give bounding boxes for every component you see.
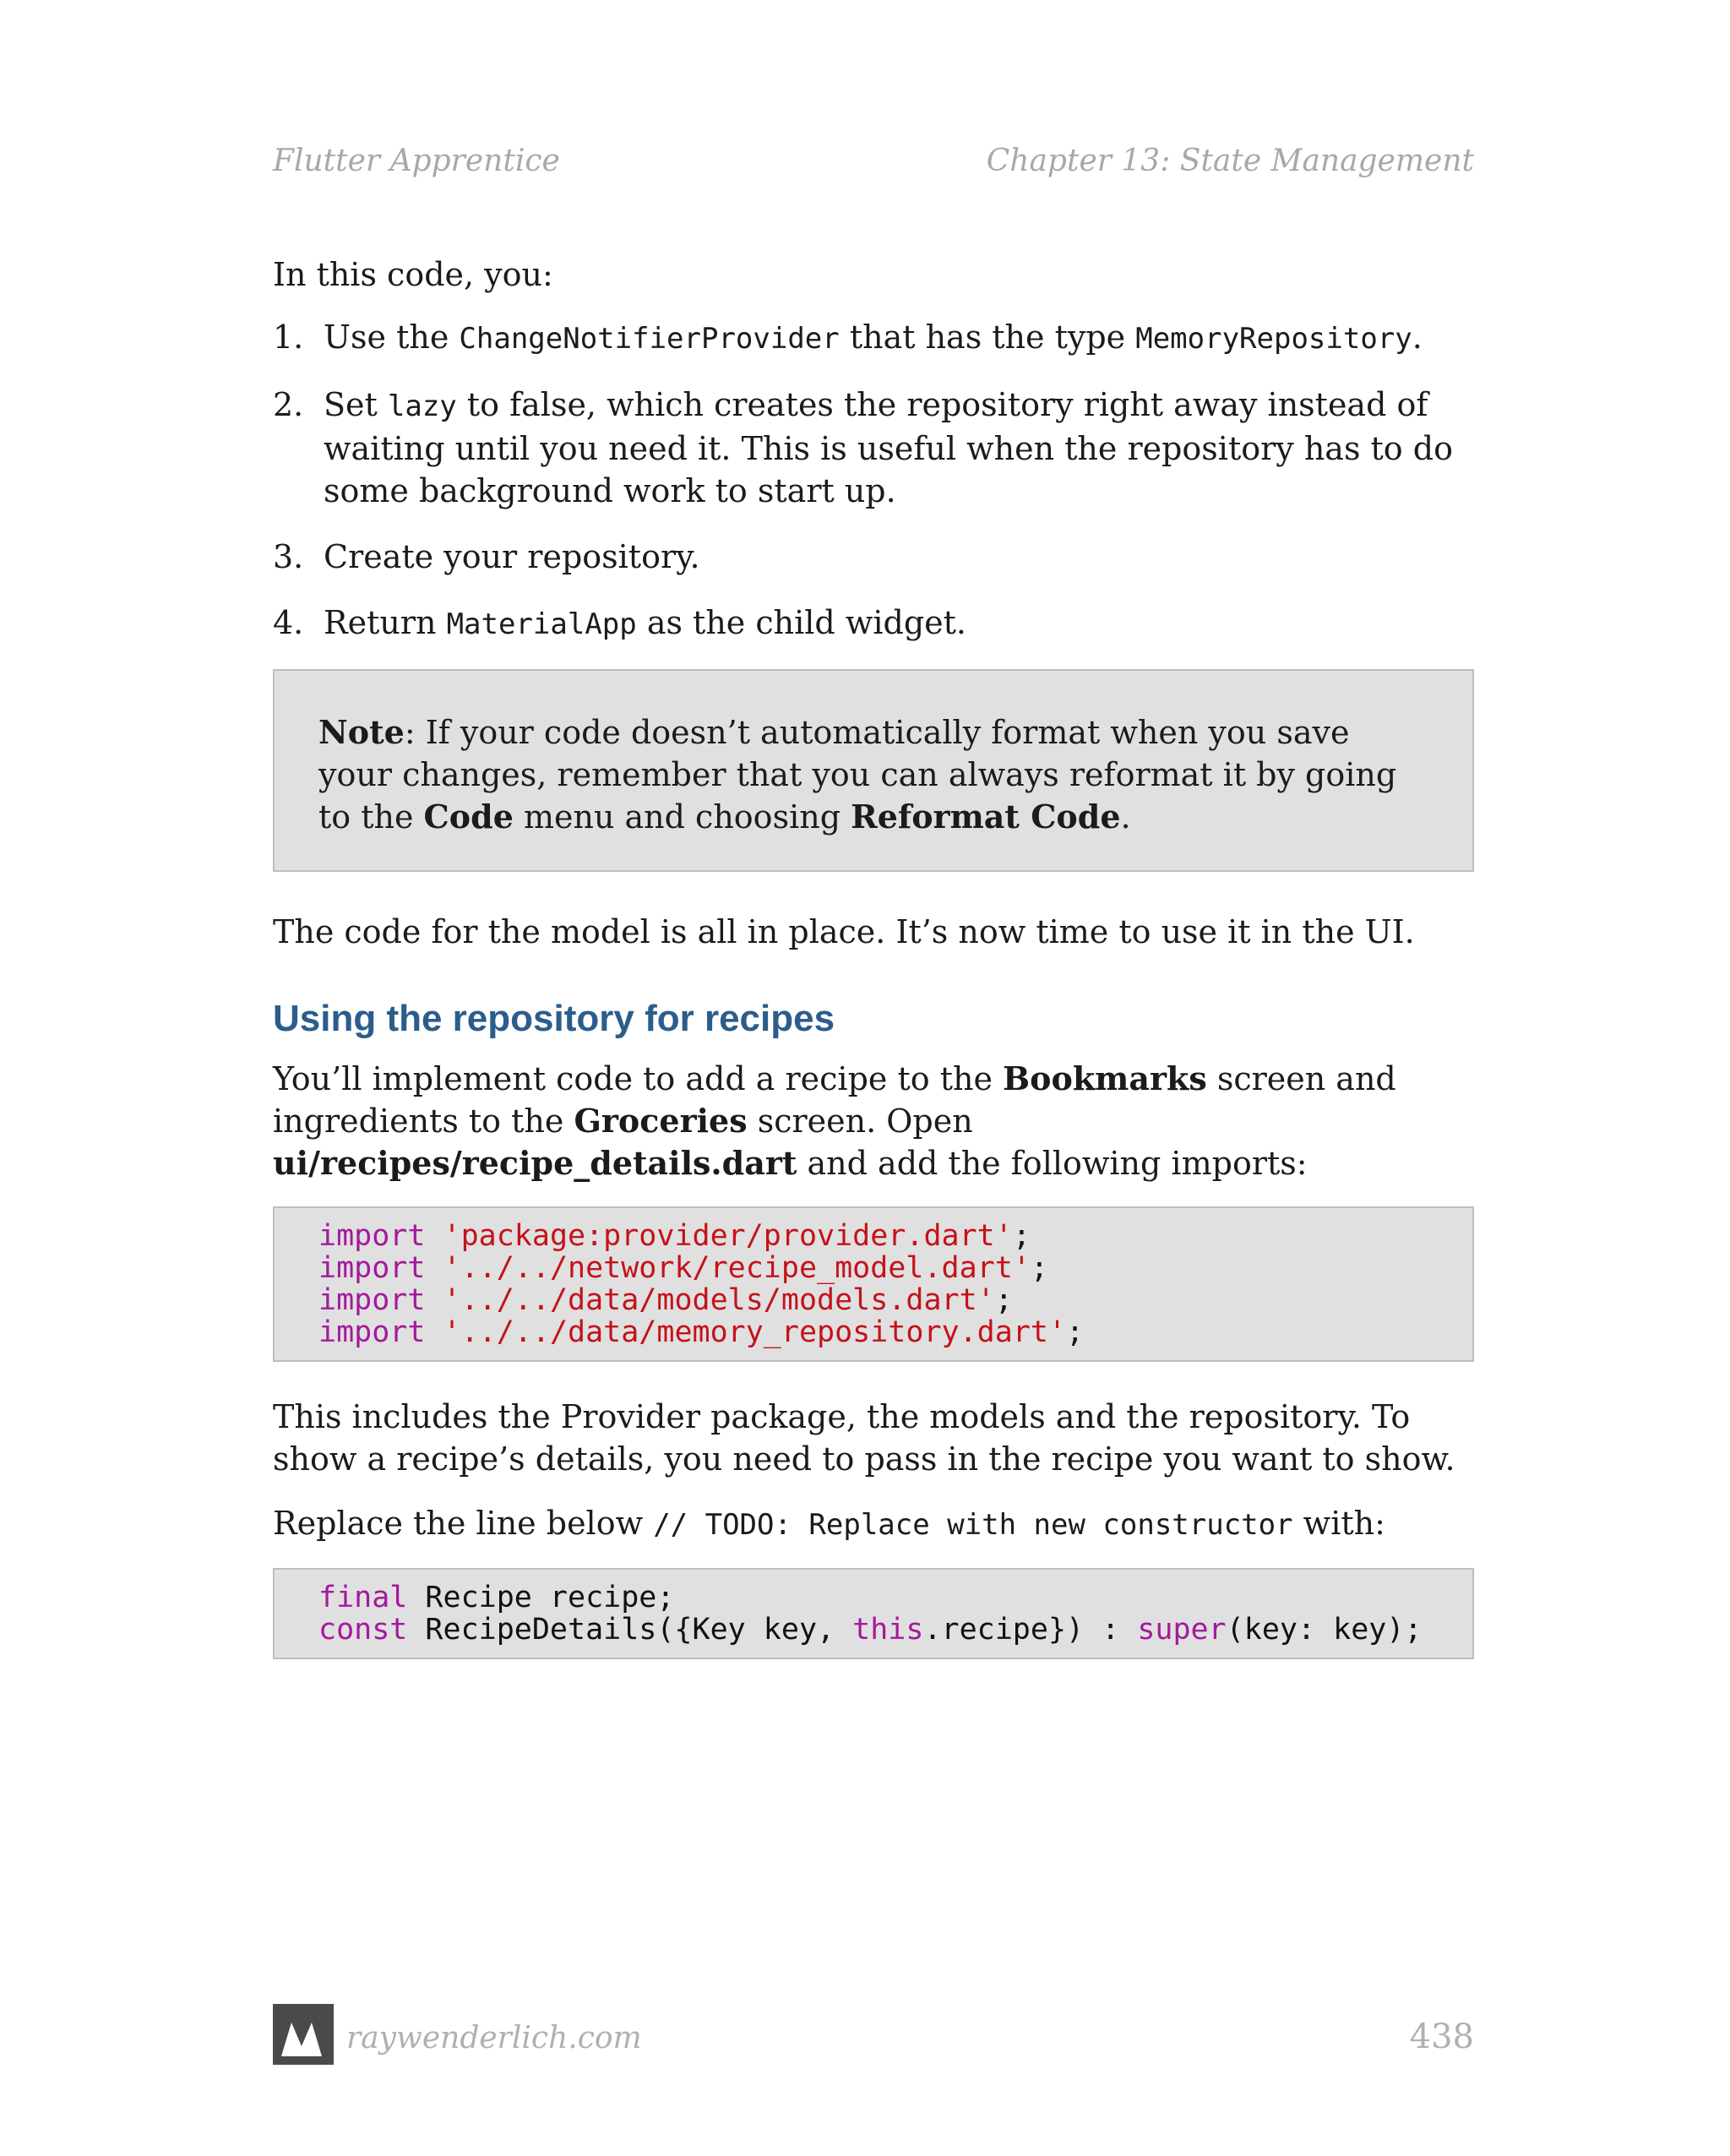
note-box: [273, 669, 1474, 872]
page-content: [273, 253, 1474, 1659]
inline-code: MaterialApp: [446, 607, 637, 641]
list-item: [273, 384, 1474, 512]
code-keyword: const: [318, 1613, 408, 1647]
inline-code: // TODO: Replace with new constructor: [653, 1508, 1293, 1542]
code-keyword: this: [852, 1613, 924, 1647]
list-item: [273, 602, 1474, 645]
code-punct: ;: [1066, 1315, 1085, 1349]
bold-bookmarks: Bookmarks: [1003, 1059, 1207, 1097]
text-part: You’ll implement code to add a recipe to the: [273, 1060, 1004, 1097]
code-string: '../../network/recipe_model.dart': [443, 1251, 1031, 1285]
list-number: 3.: [273, 538, 304, 575]
book-title: Flutter Apprentice: [273, 144, 560, 178]
page-number: 438: [1409, 2017, 1474, 2056]
step-text: .: [1412, 318, 1423, 356]
code-keyword: super: [1137, 1613, 1227, 1647]
steps-list: [273, 316, 1474, 645]
list-item: [273, 316, 1474, 360]
text-part: screen and ingredients to the: [273, 1060, 1396, 1140]
code-line: [318, 1316, 1428, 1348]
model-paragraph: The code for the model is all in place. It’s now time to use it in the UI.: [273, 913, 1415, 950]
note-text: [318, 711, 1428, 838]
chapter-title: Chapter 13: State Management: [986, 144, 1474, 178]
code-text: .recipe}) :: [923, 1613, 1138, 1647]
code-text: (key: key);: [1226, 1613, 1423, 1647]
list-number: 1.: [273, 318, 304, 356]
step-text: Return: [324, 604, 447, 641]
step-text: to false, which creates the repository right away instead of waiting until you need it. This is useful when the repository has to do some background work to start up.: [324, 386, 1453, 509]
step-text: Create your repository.: [324, 538, 700, 575]
code-punct: ;: [1012, 1219, 1031, 1253]
list-number: 2.: [273, 386, 304, 423]
step-text: Use the: [324, 318, 460, 356]
intro-paragraph: In this code, you:: [273, 256, 553, 293]
section-intro-paragraph: [273, 1058, 1474, 1184]
raywenderlich-logo-icon: [273, 2004, 334, 2065]
code-line: [318, 1220, 1428, 1252]
inline-code: ChangeNotifierProvider: [459, 322, 840, 356]
imports-code-block: [273, 1206, 1474, 1362]
code-text: Recipe recipe;: [407, 1581, 675, 1614]
inline-code: lazy: [387, 389, 457, 423]
code-line: [318, 1582, 1428, 1614]
bold-groceries: Groceries: [574, 1102, 748, 1140]
replace-paragraph: [273, 1502, 1474, 1546]
provider-paragraph: This includes the Provider package, the models and the repository. To show a recipe’s details, you need to pass in the recipe you want to show.: [273, 1398, 1455, 1478]
code-line: [318, 1614, 1428, 1646]
list-number: 4.: [273, 604, 304, 641]
step-text: Set: [324, 386, 388, 423]
code-string: 'package:provider/provider.dart': [443, 1219, 1013, 1253]
step-text: as the child widget.: [636, 604, 966, 641]
bold-file-path: ui/recipes/recipe_details.dart: [273, 1144, 797, 1182]
note-text-part: .: [1120, 798, 1131, 836]
code-keyword: import: [318, 1283, 426, 1317]
constructor-code-block: [273, 1568, 1474, 1659]
code-keyword: import: [318, 1219, 426, 1253]
code-line: [318, 1284, 1428, 1316]
text-part: with:: [1292, 1505, 1385, 1542]
running-header: [273, 144, 1474, 186]
text-part: Replace the line below: [273, 1505, 654, 1542]
footer-site-name: raywenderlich.com: [346, 2021, 642, 2055]
text-part: and add the following imports:: [797, 1145, 1308, 1182]
note-text-part: : If your code doesn’t automatically format when you save your changes, remember that you can always reformat it by going to the: [318, 714, 1397, 836]
code-punct: ;: [1030, 1251, 1048, 1285]
code-keyword: import: [318, 1251, 426, 1285]
code-punct: ;: [994, 1283, 1013, 1317]
step-text: that has the type: [839, 318, 1136, 356]
section-heading: Using the repository for recipes: [273, 998, 835, 1039]
code-keyword: import: [318, 1315, 426, 1349]
note-label: Note: [318, 713, 405, 751]
note-text-part: menu and choosing: [513, 798, 851, 836]
code-line: [318, 1252, 1428, 1284]
code-keyword: final: [318, 1581, 408, 1614]
text-part: screen. Open: [747, 1102, 973, 1140]
note-bold-reformat-code: Reformat Code: [851, 798, 1121, 836]
note-bold-code-menu: Code: [423, 798, 514, 836]
code-string: '../../data/models/models.dart': [443, 1283, 995, 1317]
inline-code: MemoryRepository: [1135, 322, 1412, 356]
code-string: '../../data/memory_repository.dart': [443, 1315, 1067, 1349]
code-text: RecipeDetails({Key key,: [407, 1613, 853, 1647]
list-item: [273, 536, 1474, 578]
